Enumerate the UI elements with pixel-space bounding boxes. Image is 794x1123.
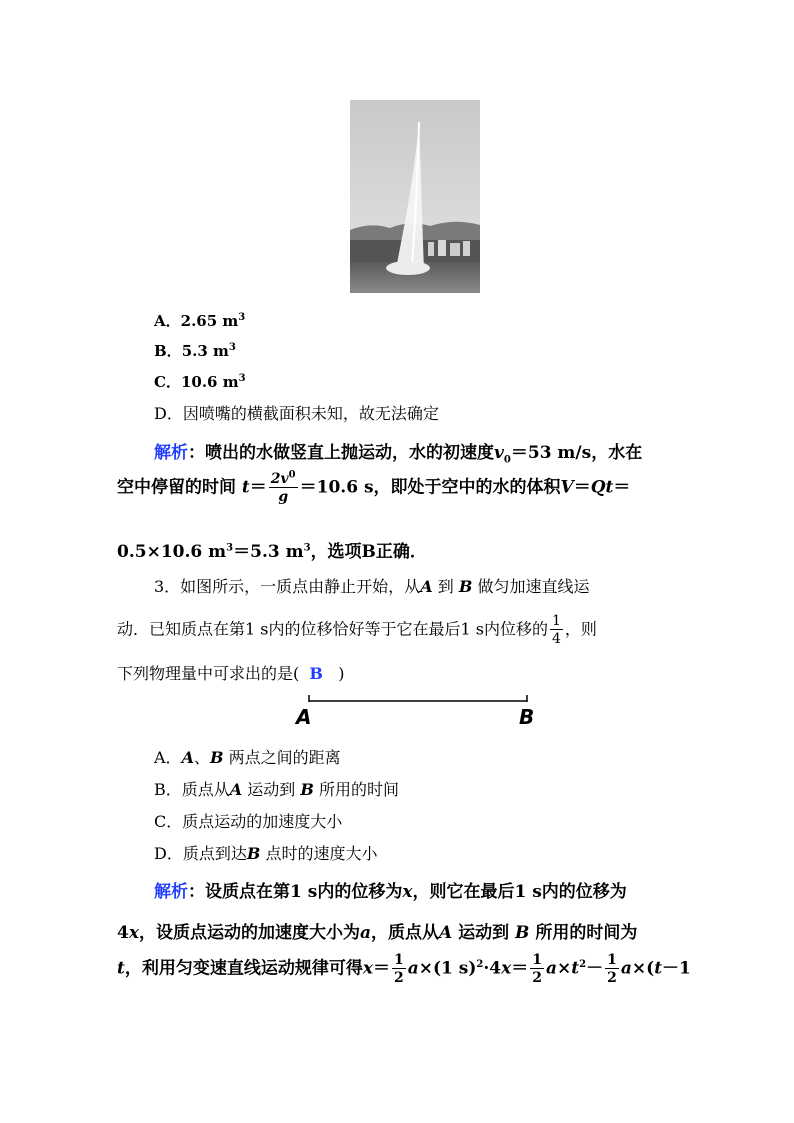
q3-option-a: A．A、B 两点之间的距离 <box>154 748 341 767</box>
analysis-1-line-1: 解析：喷出的水做竖直上抛运动，水的初速度$v_0=53$ m/s，水在 <box>154 443 643 466</box>
segment-ab-diagram <box>308 695 528 703</box>
analysis-1-line-3: 0.5×10.6 $m^3=5.3$ $m^3$，选项B正确． <box>117 542 427 562</box>
question-3-line-3: 下列物理量中可求出的是( B ) <box>117 664 345 683</box>
option-d: D．因喷嘴的横截面积未知，故无法确定 <box>154 404 439 423</box>
label-point-b: B <box>519 705 535 729</box>
analysis-3-line-3: t，利用匀变速直线运动规律可得x＝ $\frac{1}{2}$ a×(1 s)$^2$·4x＝ $\frac{1}{2}$ $a\times t^2-$ $\frac{1}{2}$ a×(t－1 <box>117 952 691 986</box>
option-c: C．10.6 $m^3$ <box>154 373 246 391</box>
q3-option-b: B．质点从A 运动到 B 所用的时间 <box>154 780 400 799</box>
analysis-3-line-1: 解析：设质点在第1 s内的位移为x，则它在最后1 s内的位移为 <box>154 882 627 902</box>
option-a: A．2.65 $m^3$ <box>154 312 246 330</box>
fountain-photo <box>350 100 480 293</box>
option-b: B．5.3 $m^3$ <box>154 342 236 360</box>
analysis-label-3: 解析 <box>154 882 188 902</box>
q3-option-d: D．质点到达B 点时的速度大小 <box>154 844 378 863</box>
fraction-1-over-4: $\frac{1}{4}$ <box>551 613 561 647</box>
analysis-label: 解析 <box>154 443 188 463</box>
q3-option-c: C．质点运动的加速度大小 <box>154 812 343 831</box>
fraction-2v0-over-g: $\frac{2v^0}{g}$ <box>270 469 296 505</box>
question-3-line-1: 3．如图所示，一质点由静止开始，从A 到 B 做匀加速直线运 <box>154 577 590 596</box>
analysis-1-line-2: 空中停留的时间 t＝ $\frac{2v^0}{g}$ ＝10.6 s，即处于空中的水的体积V＝Qt＝ <box>117 469 631 505</box>
analysis-3-line-2: 4x，设质点运动的加速度大小为a，质点从A 运动到 B 所用的时间为 <box>117 923 638 943</box>
label-point-a: A <box>296 705 312 729</box>
question-3-line-2: 动．已知质点在第1 s内的位移恰好等于它在最后1 s内位移的 $\frac{1}{4}$ ，则 <box>117 613 597 647</box>
answer-mark: B <box>309 664 323 683</box>
